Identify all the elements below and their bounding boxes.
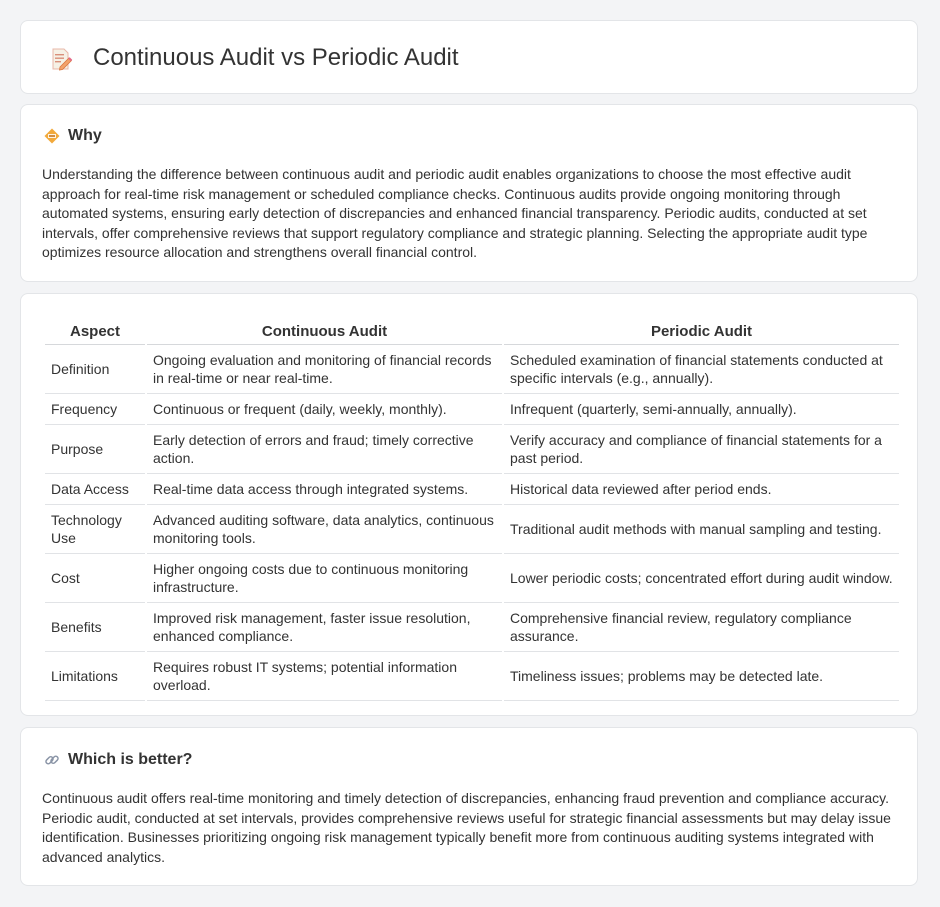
aspect-cell: Data Access: [45, 474, 145, 505]
periodic-cell: Lower periodic costs; concentrated effort during audit window.: [504, 554, 899, 603]
periodic-cell: Traditional audit methods with manual sampling and testing.: [504, 505, 899, 554]
continuous-cell: Ongoing evaluation and monitoring of financial records in real-time or near real-time.: [147, 345, 502, 394]
table-row: [45, 505, 899, 554]
diamond-warning-icon: [43, 127, 61, 145]
aspect-cell: Purpose: [45, 425, 145, 474]
why-section: [20, 104, 918, 282]
periodic-cell: Historical data reviewed after period ends.: [504, 474, 899, 505]
link-icon: [43, 751, 61, 769]
table-row: [45, 394, 899, 425]
periodic-cell: Infrequent (quarterly, semi-annually, annually).: [504, 394, 899, 425]
comparison-table-card: [20, 293, 918, 716]
better-text: Continuous audit offers real-time monitoring and timely detection of discrepancies, enhancing fraud prevention and compliance accuracy. Periodic audit, conducted at set intervals, provides comprehensive reviews useful for strategic financial assessments but may delay issue identification. Businesses prioritizing ongoing risk management typically benefit more from continuous auditing systems integrated with advanced analytics.: [42, 790, 891, 865]
table-row: [45, 345, 899, 394]
why-text: Understanding the difference between continuous audit and periodic audit enables organizations to choose the most effective audit approach for real-time risk management or scheduled compliance checks. Continuous audits provide ongoing monitoring through automated systems, ensuring early detection of discrepancies and enhanced financial transparency. Periodic audits, conducted at set intervals, offer comprehensive reviews that support regulatory compliance and strategic planning. Selecting the appropriate audit type optimizes resource allocation and strengthens overall financial control.: [42, 166, 868, 261]
better-heading: Which is better?: [68, 751, 193, 768]
table-row: [45, 603, 899, 652]
table-row: [45, 425, 899, 474]
continuous-cell: Continuous or frequent (daily, weekly, monthly).: [147, 394, 502, 425]
aspect-cell: Limitations: [45, 652, 145, 701]
periodic-cell: Comprehensive financial review, regulatory compliance assurance.: [504, 603, 899, 652]
continuous-cell: Requires robust IT systems; potential information overload.: [147, 652, 502, 701]
table-header-row: [45, 314, 899, 345]
periodic-cell: Timeliness issues; problems may be detected late.: [504, 652, 899, 701]
page-title: Continuous Audit vs Periodic Audit: [93, 44, 459, 71]
aspect-cell: Frequency: [45, 394, 145, 425]
header-aspect: Aspect: [45, 314, 145, 345]
aspect-cell: Definition: [45, 345, 145, 394]
comparison-table: [43, 314, 901, 701]
aspect-cell: Technology Use: [45, 505, 145, 554]
continuous-cell: Improved risk management, faster issue resolution, enhanced compliance.: [147, 603, 502, 652]
aspect-cell: Cost: [45, 554, 145, 603]
which-is-better-section: [20, 727, 918, 886]
periodic-cell: Verify accuracy and compliance of financial statements for a past period.: [504, 425, 899, 474]
title-card: [20, 20, 918, 94]
table-row: [45, 652, 899, 701]
better-header: [43, 751, 192, 769]
header-periodic-audit: Periodic Audit: [504, 314, 899, 345]
table-row: [45, 474, 899, 505]
continuous-cell: Advanced auditing software, data analytics, continuous monitoring tools.: [147, 505, 502, 554]
why-heading: Why: [68, 127, 102, 144]
continuous-cell: Higher ongoing costs due to continuous monitoring infrastructure.: [147, 554, 502, 603]
continuous-cell: Real-time data access through integrated systems.: [147, 474, 502, 505]
aspect-cell: Benefits: [45, 603, 145, 652]
document-pencil-icon: [49, 47, 73, 71]
table-row: [45, 554, 899, 603]
header-continuous-audit: Continuous Audit: [147, 314, 502, 345]
periodic-cell: Scheduled examination of financial statements conducted at specific intervals (e.g., annually).: [504, 345, 899, 394]
continuous-cell: Early detection of errors and fraud; timely corrective action.: [147, 425, 502, 474]
why-header: [43, 127, 102, 145]
